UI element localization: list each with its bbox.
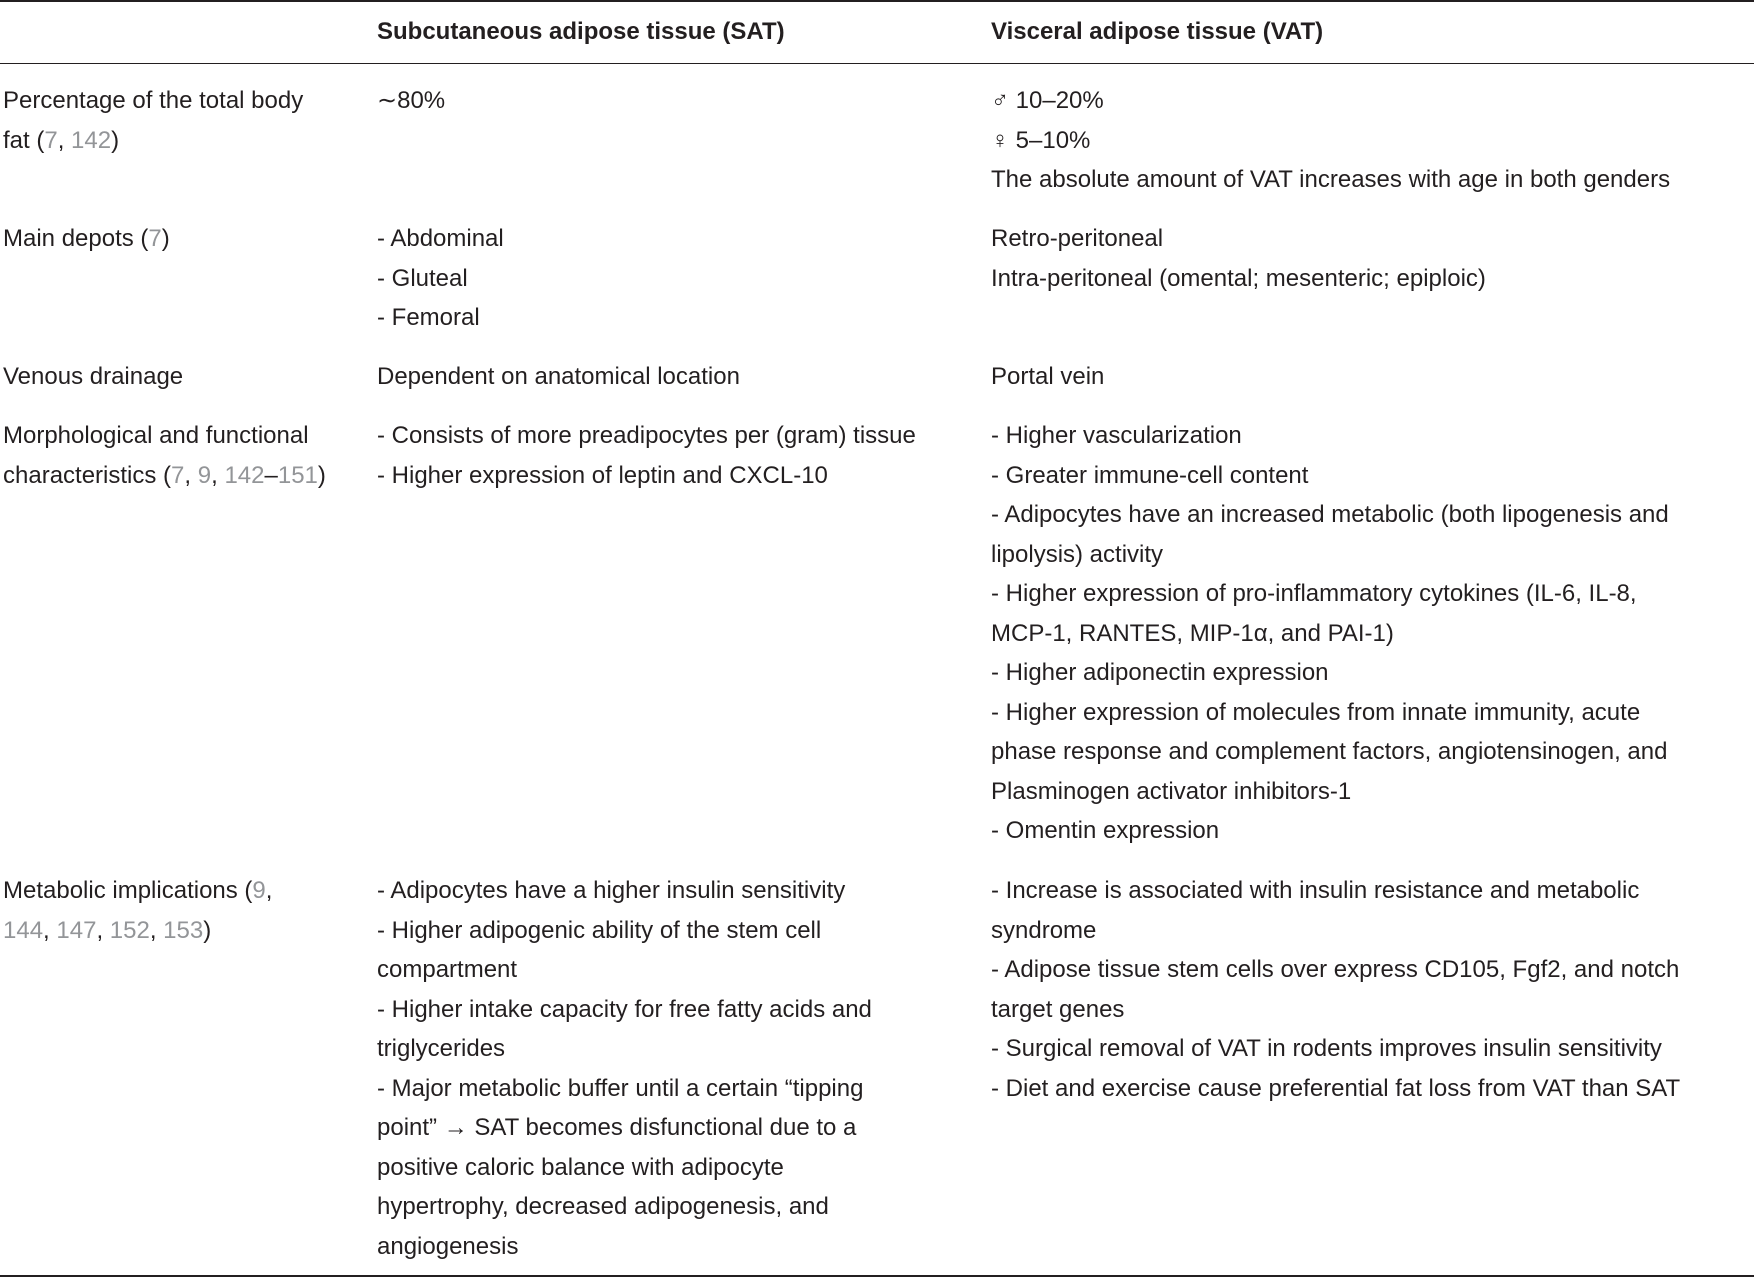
list-item-line: positive caloric balance with adipocyte xyxy=(377,1153,784,1181)
list-item xyxy=(991,456,1669,496)
row-morphology-sat xyxy=(377,416,916,495)
header-sat: Subcutaneous adipose tissue (SAT) xyxy=(377,18,785,45)
row-percentage-label xyxy=(3,81,303,160)
list-item-line: - Omentin expression xyxy=(991,817,1220,844)
list-item-line: - Diet and exercise cause preferential fat loss from VAT than SAT xyxy=(991,1074,1681,1102)
label-text: ) xyxy=(161,225,170,252)
row-label-line xyxy=(3,121,303,161)
reference-link[interactable]: 147 xyxy=(56,916,97,944)
list-item xyxy=(991,1069,1680,1109)
reference-link[interactable]: 152 xyxy=(109,916,150,944)
table-bottom-rule xyxy=(0,1275,1754,1277)
label-text: Metabolic implications ( xyxy=(3,877,253,904)
row-morphology-label xyxy=(3,416,326,495)
label-text: Percentage of the total body xyxy=(3,87,304,114)
cell-line: ♂ 10–20% xyxy=(991,87,1104,114)
label-text: ) xyxy=(317,461,326,489)
list-item-line: syndrome xyxy=(991,916,1097,944)
row-metabolic-vat xyxy=(991,871,1680,1108)
list-item xyxy=(377,456,916,496)
row-percentage-sat xyxy=(377,81,445,121)
cell-line: Dependent on anatomical location xyxy=(377,363,740,390)
reference-link[interactable]: 9 xyxy=(197,461,212,489)
list-item xyxy=(991,416,1669,456)
list-item-line: - Higher expression of molecules from innate immunity, acute xyxy=(991,698,1641,726)
list-item xyxy=(991,1029,1680,1069)
reference-link[interactable]: 142 xyxy=(71,126,112,154)
label-text: ) xyxy=(203,916,212,944)
reference-link[interactable]: 7 xyxy=(148,225,162,252)
row-depots-label xyxy=(3,219,170,259)
list-item-line: - Higher adiponectin expression xyxy=(991,659,1329,686)
row-metabolic-label xyxy=(3,871,272,950)
cell-line: ∼80% xyxy=(377,87,446,114)
list-item xyxy=(991,871,1680,950)
list-item-line: compartment xyxy=(377,956,518,983)
list-item xyxy=(991,950,1680,1029)
list-item-line: - Higher expression of pro-inflammatory cytokines (IL-6, IL-8, xyxy=(991,580,1637,607)
row-morphology-vat xyxy=(991,416,1669,851)
label-text: characteristics ( xyxy=(3,461,172,489)
list-item-line: - Greater immune-cell content xyxy=(991,461,1309,489)
list-item-line: - Surgical removal of VAT in rodents improves insulin sensitivity xyxy=(991,1035,1662,1062)
list-item-line: - Adipocytes have a higher insulin sensitivity xyxy=(377,877,846,904)
row-label-line xyxy=(3,456,326,496)
list-item-line: lipolysis) activity xyxy=(991,540,1164,568)
row-venous-label xyxy=(3,357,183,397)
list-item xyxy=(377,990,872,1069)
reference-link[interactable]: 144 xyxy=(3,916,44,944)
list-item-line: triglycerides xyxy=(377,1035,506,1062)
label-text: – xyxy=(264,461,278,489)
row-percentage-vat xyxy=(991,81,1670,200)
row-label-line xyxy=(3,911,272,951)
list-item xyxy=(377,416,916,456)
reference-link[interactable]: 9 xyxy=(252,877,266,904)
cell-line: The absolute amount of VAT increases with age in both genders xyxy=(991,166,1671,193)
cell-line: Portal vein xyxy=(991,363,1105,390)
label-text: Venous drainage xyxy=(3,363,184,390)
cell-line: - Gluteal xyxy=(377,264,468,292)
header-rule xyxy=(0,63,1754,64)
row-venous-vat xyxy=(991,357,1104,397)
list-item-line: - Higher expression of leptin and CXCL-10 xyxy=(377,461,828,489)
label-text: , xyxy=(149,916,164,944)
list-item xyxy=(377,1069,872,1267)
cell-line: - Abdominal xyxy=(377,225,504,252)
list-item xyxy=(377,911,872,990)
row-label-line xyxy=(3,871,272,911)
list-item-line: point” → SAT becomes disfunctional due to a xyxy=(377,1114,857,1141)
list-item xyxy=(991,693,1669,812)
row-venous-sat xyxy=(377,357,740,397)
list-item-line: - Higher intake capacity for free fatty acids and xyxy=(377,995,872,1023)
header-vat: Visceral adipose tissue (VAT) xyxy=(991,18,1324,45)
label-text: fat ( xyxy=(3,126,45,154)
list-item-line: - Increase is associated with insulin resistance and metabolic xyxy=(991,877,1640,904)
list-item-line: angiogenesis xyxy=(377,1232,519,1260)
list-item xyxy=(991,653,1669,693)
label-text: , xyxy=(43,916,57,944)
label-text: Morphological and functional xyxy=(3,422,309,449)
reference-link[interactable]: 153 xyxy=(163,916,204,944)
reference-link[interactable]: 142 xyxy=(224,461,265,489)
list-item-line: phase response and complement factors, angiotensinogen, and xyxy=(991,738,1668,765)
row-metabolic-sat xyxy=(377,871,872,1266)
row-label-line xyxy=(3,416,326,456)
list-item-line: - Adipose tissue stem cells over express CD105, Fgf2, and notch xyxy=(991,956,1680,983)
row-depots-vat xyxy=(991,219,1486,298)
list-item-line: Plasminogen activator inhibitors-1 xyxy=(991,777,1352,805)
table-top-rule xyxy=(0,0,1754,2)
list-item-line: target genes xyxy=(991,995,1125,1023)
list-item-line: - Higher adipogenic ability of the stem cell xyxy=(377,916,822,944)
list-item xyxy=(991,495,1669,574)
row-label-line xyxy=(3,357,183,397)
label-text: , xyxy=(184,461,198,489)
list-item xyxy=(377,871,872,911)
list-item-line: hypertrophy, decreased adipogenesis, and xyxy=(377,1193,829,1220)
reference-link[interactable]: 7 xyxy=(44,126,58,154)
cell-line: Retro-peritoneal xyxy=(991,225,1164,252)
reference-link[interactable]: 151 xyxy=(277,461,318,489)
label-text: , xyxy=(211,461,225,489)
list-item-line: MCP-1, RANTES, MIP-1α, and PAI-1) xyxy=(991,619,1394,647)
list-item-line: - Consists of more preadipocytes per (gram) tissue xyxy=(377,422,916,449)
row-label-line xyxy=(3,81,303,121)
cell-line: - Femoral xyxy=(377,304,480,331)
cell-line: Intra-peritoneal (omental; mesenteric; epiploic) xyxy=(991,264,1486,292)
label-text: Main depots ( xyxy=(3,225,149,252)
list-item xyxy=(991,811,1669,851)
label-text: , xyxy=(57,126,72,154)
label-text: ) xyxy=(111,126,120,154)
row-label-line xyxy=(3,219,170,259)
list-item-line: - Higher vascularization xyxy=(991,422,1242,449)
label-text: , xyxy=(96,916,110,944)
cell-line: ♀ 5–10% xyxy=(991,126,1091,154)
list-item-line: - Major metabolic buffer until a certain “tipping xyxy=(377,1074,864,1102)
reference-link[interactable]: 7 xyxy=(171,461,185,489)
label-text: , xyxy=(265,877,273,904)
list-item xyxy=(991,574,1669,653)
row-depots-sat xyxy=(377,219,504,338)
list-item-line: - Adipocytes have an increased metabolic (both lipogenesis and xyxy=(991,501,1669,528)
